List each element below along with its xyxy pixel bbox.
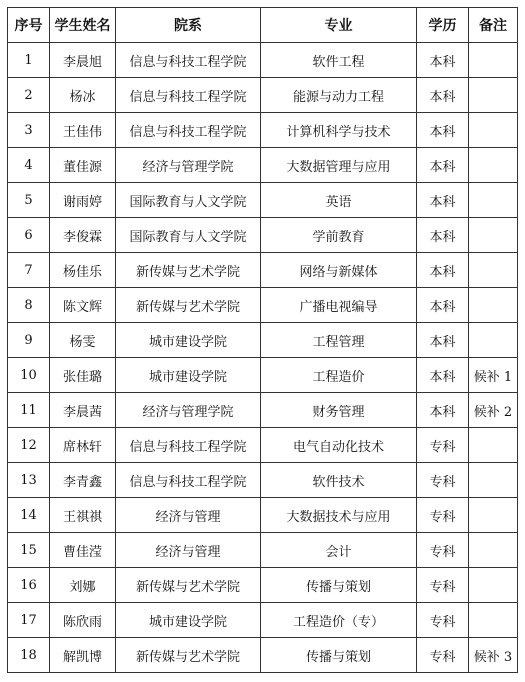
cell-degree: 专科 [417,428,469,463]
cell-degree: 本科 [417,78,469,113]
cell-college: 城市建设学院 [116,323,261,358]
table-row [8,533,518,568]
cell-degree: 专科 [417,463,469,498]
header-row [8,8,518,43]
cell-note: 候补 1 [469,358,518,393]
cell-major: 网络与新媒体 [261,253,417,288]
cell-seq: 17 [8,603,50,638]
table-row [8,253,518,288]
cell-major: 传播与策划 [261,638,417,673]
cell-major: 广播电视编导 [261,288,417,323]
cell-major: 软件技术 [261,463,417,498]
cell-college: 国际教育与人文学院 [116,218,261,253]
cell-college: 信息与科技工程学院 [116,113,261,148]
cell-degree: 本科 [417,393,469,428]
cell-note [469,288,518,323]
cell-seq: 12 [8,428,50,463]
table-row [8,638,518,673]
table-row [8,358,518,393]
table-row [8,148,518,183]
cell-college: 信息与科技工程学院 [116,78,261,113]
cell-note [469,603,518,638]
table-row [8,43,518,78]
cell-note [469,183,518,218]
cell-degree: 本科 [417,253,469,288]
cell-student-name: 刘娜 [50,568,116,603]
cell-college: 信息与科技工程学院 [116,428,261,463]
cell-major: 英语 [261,183,417,218]
cell-college: 国际教育与人文学院 [116,183,261,218]
cell-student-name: 曹佳滢 [50,533,116,568]
cell-degree: 专科 [417,603,469,638]
table-row [8,393,518,428]
cell-note [469,218,518,253]
cell-degree: 本科 [417,218,469,253]
cell-degree: 本科 [417,288,469,323]
cell-note [469,113,518,148]
cell-major: 工程造价 [261,358,417,393]
cell-seq: 2 [8,78,50,113]
cell-seq: 5 [8,183,50,218]
cell-student-name: 杨雯 [50,323,116,358]
cell-seq: 18 [8,638,50,673]
table-row [8,428,518,463]
cell-note [469,323,518,358]
cell-student-name: 李俊霖 [50,218,116,253]
cell-seq: 7 [8,253,50,288]
cell-student-name: 陈文辉 [50,288,116,323]
header-college: 院系 [116,8,261,43]
cell-college: 经济与管理 [116,533,261,568]
cell-student-name: 解凯博 [50,638,116,673]
cell-student-name: 李青鑫 [50,463,116,498]
header-name: 学生姓名 [50,8,116,43]
cell-student-name: 张佳璐 [50,358,116,393]
cell-student-name: 董佳源 [50,148,116,183]
cell-student-name: 陈欣雨 [50,603,116,638]
cell-college: 经济与管理学院 [116,148,261,183]
cell-note: 候补 3 [469,638,518,673]
cell-college: 经济与管理学院 [116,393,261,428]
cell-student-name: 李晨旭 [50,43,116,78]
cell-college: 城市建设学院 [116,603,261,638]
cell-college: 信息与科技工程学院 [116,43,261,78]
cell-major: 能源与动力工程 [261,78,417,113]
table-row [8,463,518,498]
cell-student-name: 杨冰 [50,78,116,113]
cell-student-name: 王佳伟 [50,113,116,148]
header-major: 专业 [261,8,417,43]
header-degree: 学历 [417,8,469,43]
table-row [8,78,518,113]
cell-note [469,533,518,568]
roster-body [8,43,518,673]
cell-major: 传播与策划 [261,568,417,603]
table-row [8,323,518,358]
cell-note [469,428,518,463]
cell-major: 学前教育 [261,218,417,253]
cell-college: 城市建设学院 [116,358,261,393]
cell-seq: 14 [8,498,50,533]
cell-seq: 8 [8,288,50,323]
cell-seq: 9 [8,323,50,358]
cell-degree: 专科 [417,498,469,533]
cell-note [469,78,518,113]
cell-student-name: 李晨茜 [50,393,116,428]
cell-major: 工程造价（专） [261,603,417,638]
cell-degree: 专科 [417,638,469,673]
cell-seq: 1 [8,43,50,78]
cell-major: 大数据管理与应用 [261,148,417,183]
table-row [8,568,518,603]
cell-seq: 16 [8,568,50,603]
cell-student-name: 杨佳乐 [50,253,116,288]
cell-note [469,148,518,183]
cell-college: 新传媒与艺术学院 [116,288,261,323]
cell-student-name: 王祺祺 [50,498,116,533]
cell-major: 计算机科学与技术 [261,113,417,148]
cell-note [469,43,518,78]
cell-student-name: 谢雨婷 [50,183,116,218]
cell-seq: 13 [8,463,50,498]
cell-note [469,253,518,288]
cell-seq: 10 [8,358,50,393]
cell-seq: 3 [8,113,50,148]
cell-college: 新传媒与艺术学院 [116,638,261,673]
header-seq: 序号 [8,8,50,43]
cell-note: 候补 2 [469,393,518,428]
cell-degree: 本科 [417,113,469,148]
cell-college: 新传媒与艺术学院 [116,253,261,288]
cell-student-name: 席林轩 [50,428,116,463]
cell-note [469,498,518,533]
cell-degree: 专科 [417,568,469,603]
cell-seq: 11 [8,393,50,428]
cell-college: 信息与科技工程学院 [116,463,261,498]
cell-major: 大数据技术与应用 [261,498,417,533]
cell-note [469,463,518,498]
cell-major: 财务管理 [261,393,417,428]
table-row [8,218,518,253]
cell-seq: 6 [8,218,50,253]
cell-degree: 本科 [417,43,469,78]
cell-major: 工程管理 [261,323,417,358]
cell-note [469,568,518,603]
header-note: 备注 [469,8,518,43]
cell-college: 经济与管理 [116,498,261,533]
cell-seq: 4 [8,148,50,183]
cell-major: 电气自动化技术 [261,428,417,463]
cell-degree: 专科 [417,533,469,568]
student-roster-table [7,7,518,673]
cell-degree: 本科 [417,323,469,358]
cell-major: 会计 [261,533,417,568]
cell-degree: 本科 [417,183,469,218]
cell-major: 软件工程 [261,43,417,78]
table-row [8,603,518,638]
table-row [8,288,518,323]
table-row [8,113,518,148]
cell-college: 新传媒与艺术学院 [116,568,261,603]
cell-degree: 本科 [417,148,469,183]
cell-seq: 15 [8,533,50,568]
table-row [8,183,518,218]
table-row [8,498,518,533]
cell-degree: 本科 [417,358,469,393]
